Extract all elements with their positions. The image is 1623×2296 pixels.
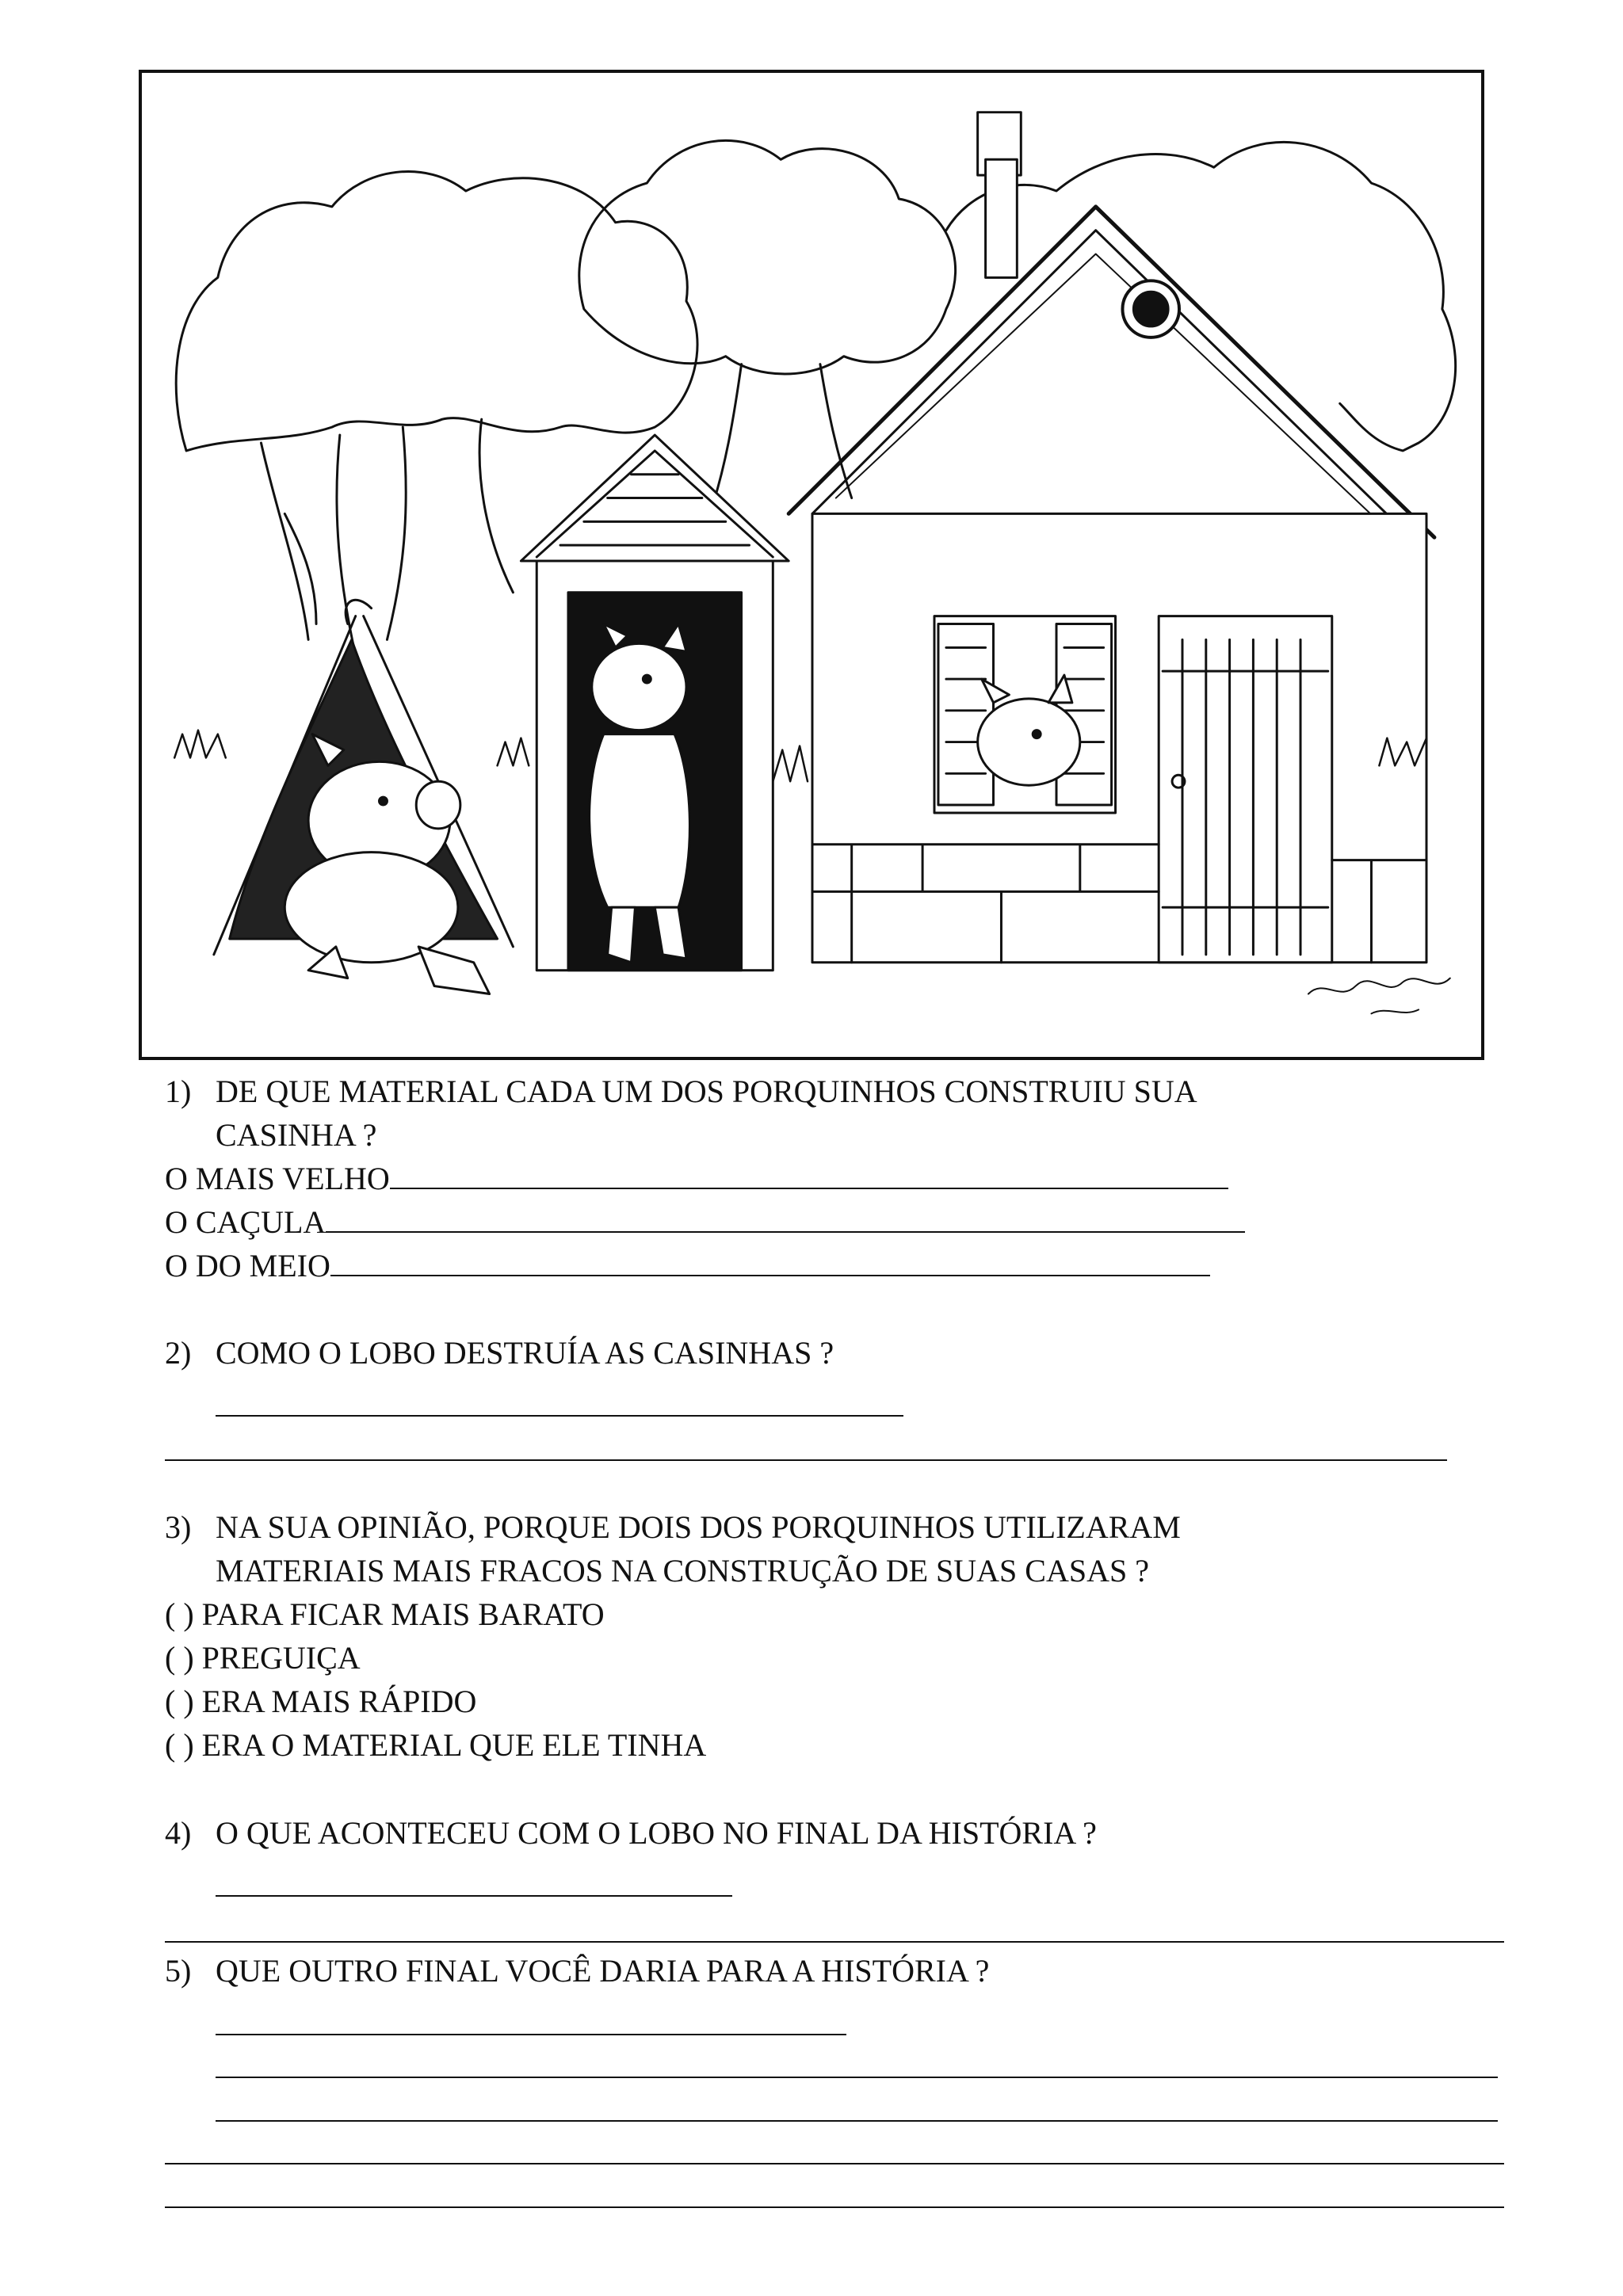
answer-line[interactable] (165, 2163, 1504, 2164)
answer-line[interactable] (216, 2077, 1498, 2078)
q1-line-2: CASINHA ? (216, 1117, 377, 1153)
q3-number: 3) (165, 1509, 192, 1545)
q1-answer-youngest (165, 1202, 1245, 1243)
answer-blank[interactable] (326, 1204, 1245, 1233)
q5-number: 5) (165, 1953, 192, 1989)
checkbox-mark[interactable]: ( ) (165, 1727, 194, 1763)
answer-line[interactable] (165, 2206, 1504, 2208)
q1-line-1 (165, 1071, 1197, 1112)
q4-number: 4) (165, 1815, 192, 1851)
wooden-house (521, 435, 789, 971)
option-label: ERA MAIS RÁPIDO (201, 1684, 477, 1719)
q1-text: DE QUE MATERIAL CADA UM DOS PORQUINHOS CONSTRUIU SUA (216, 1074, 1197, 1109)
q1-answer-oldest (165, 1158, 1228, 1199)
answer-blank[interactable] (330, 1248, 1210, 1276)
checkbox-mark[interactable]: ( ) (165, 1596, 194, 1632)
q1-number: 1) (165, 1074, 192, 1109)
q3-option[interactable] (165, 1638, 361, 1679)
answer-line[interactable] (165, 1941, 1504, 1943)
three-pigs-illustration (139, 70, 1484, 1060)
q3-line-2: MATERIAIS MAIS FRACOS NA CONSTRUÇÃO DE SUAS CASAS ? (216, 1553, 1149, 1589)
answer-label: O DO MEIO (165, 1248, 330, 1283)
q4-text: O QUE ACONTECEU COM O LOBO NO FINAL DA HISTÓRIA ? (216, 1815, 1097, 1851)
answer-blank[interactable] (390, 1161, 1228, 1189)
checkbox-mark[interactable]: ( ) (165, 1684, 194, 1719)
q2-text: COMO O LOBO DESTRUÍA AS CASINHAS ? (216, 1335, 834, 1371)
answer-label: O MAIS VELHO (165, 1161, 390, 1196)
answer-line[interactable] (216, 2120, 1498, 2122)
brick-house (789, 113, 1434, 963)
option-label: PARA FICAR MAIS BARATO (201, 1596, 605, 1632)
q3-option[interactable] (165, 1725, 706, 1766)
q3-option[interactable] (165, 1594, 605, 1635)
q5-line (165, 1951, 989, 1992)
checkbox-mark[interactable]: ( ) (165, 1640, 194, 1676)
q1-answer-middle (165, 1245, 1210, 1287)
answer-line[interactable] (165, 1459, 1447, 1461)
q3-option[interactable] (165, 1681, 476, 1722)
q2-line (165, 1333, 834, 1374)
answer-line[interactable] (216, 1895, 732, 1897)
q3-text: NA SUA OPINIÃO, PORQUE DOIS DOS PORQUINHOS UTILIZARAM (216, 1509, 1181, 1545)
q3-line-1 (165, 1507, 1181, 1548)
answer-line[interactable] (216, 2034, 846, 2035)
option-label: ERA O MATERIAL QUE ELE TINHA (201, 1727, 707, 1763)
q2-number: 2) (165, 1335, 192, 1371)
q4-line (165, 1813, 1097, 1854)
option-label: PREGUIÇA (201, 1640, 361, 1676)
answer-label: O CAÇULA (165, 1204, 327, 1240)
answer-line[interactable] (216, 1415, 903, 1417)
q5-text: QUE OUTRO FINAL VOCÊ DARIA PARA A HISTÓRIA ? (216, 1953, 990, 1989)
artist-signature (1308, 978, 1450, 1014)
